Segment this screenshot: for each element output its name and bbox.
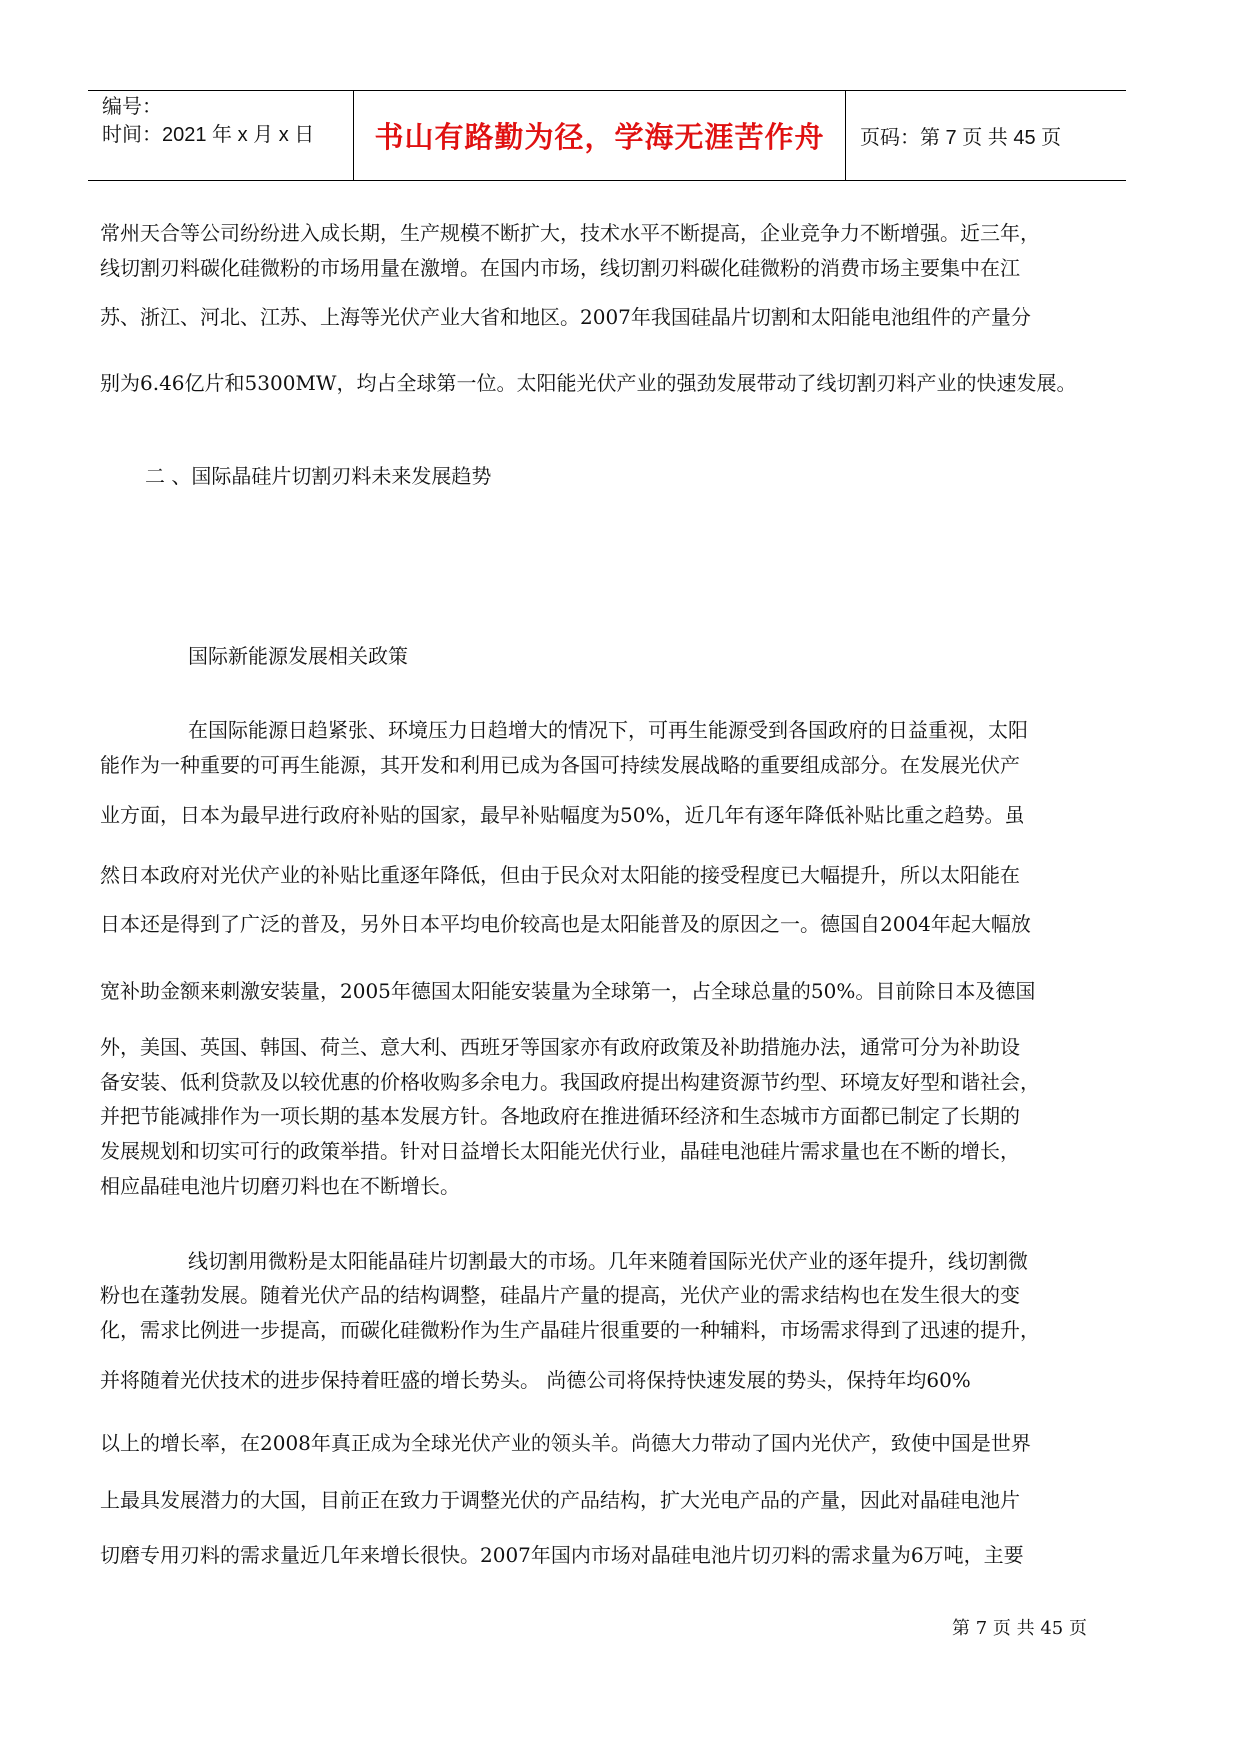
paragraph-line: 并将随着光伏技术的进步保持着旺盛的增长势头。 尚德公司将保持快速发展的势头，保持年均60% bbox=[100, 1368, 971, 1392]
subsection-title: 国际新能源发展相关政策 bbox=[188, 644, 408, 668]
paragraph-line: 相应晶硅电池片切磨刃料也在不断增长。 bbox=[100, 1174, 460, 1198]
paragraph-line: 并把节能减排作为一项长期的基本发展方针。各地政府在推进循环经济和生态城市方面都已制定了长期的 bbox=[100, 1104, 1020, 1128]
page-footer: 第 7 页 共 45 页 bbox=[952, 1618, 1087, 1639]
paragraph-line: 在国际能源日趋紧张、环境压力日趋增大的情况下，可再生能源受到各国政府的日益重视，太阳 bbox=[188, 718, 1028, 742]
paragraph-line: 切磨专用刃料的需求量近几年来增长很快。2007年国内市场对晶硅电池片切刃料的需求量为6万吨，主要 bbox=[100, 1543, 1024, 1567]
paragraph-line: 备安装、低利贷款及以较优惠的价格收购多余电力。我国政府提出构建资源节约型、环境友好型和谐社会， bbox=[100, 1070, 1040, 1094]
paragraph-line: 化，需求比例进一步提高，而碳化硅微粉作为生产晶硅片很重要的一种辅料，市场需求得到了迅速的提升， bbox=[100, 1318, 1040, 1342]
paragraph-line: 以上的增长率，在2008年真正成为全球光伏产业的领头羊。尚德大力带动了国内光伏产，致使中国是世界 bbox=[100, 1431, 1031, 1455]
paragraph-line: 宽补助金额来刺激安装量，2005年德国太阳能安装量为全球第一，占全球总量的50%。目前除日本及德国 bbox=[100, 979, 1036, 1003]
header-number-label: 编号： bbox=[102, 96, 162, 118]
paragraph-line: 发展规划和切实可行的政策举措。针对日益增长太阳能光伏行业，晶硅电池硅片需求量也在不断的增长， bbox=[100, 1139, 1020, 1163]
paragraph-line: 业方面，日本为最早进行政府补贴的国家，最早补贴幅度为50%，近几年有逐年降低补贴比重之趋势。虽 bbox=[100, 803, 1025, 827]
paragraph-line: 常州天合等公司纷纷进入成长期，生产规模不断扩大，技术水平不断提高，企业竞争力不断增强。近三年， bbox=[100, 221, 1040, 245]
header-page-info: 页码：第 7 页 共 45 页 bbox=[860, 127, 1062, 149]
paragraph-line: 别为6.46亿片和5300MW，均占全球第一位。太阳能光伏产业的强劲发展带动了线切割刃料产业的快速发展。 bbox=[100, 371, 1077, 395]
page-header bbox=[88, 90, 1126, 181]
paragraph-line: 上最具发展潜力的大国，目前正在致力于调整光伏的产品结构，扩大光电产品的产量，因此对晶硅电池片 bbox=[100, 1488, 1020, 1512]
paragraph-line: 能作为一种重要的可再生能源，其开发和利用已成为各国可持续发展战略的重要组成部分。在发展光伏产 bbox=[100, 753, 1020, 777]
paragraph-line: 线切割刃料碳化硅微粉的市场用量在激增。在国内市场，线切割刃料碳化硅微粉的消费市场主要集中在江 bbox=[100, 256, 1020, 280]
paragraph-line: 线切割用微粉是太阳能晶硅片切割最大的市场。几年来随着国际光伏产业的逐年提升，线切割微 bbox=[188, 1249, 1028, 1273]
paragraph-line: 苏、浙江、河北、江苏、上海等光伏产业大省和地区。2007年我国硅晶片切割和太阳能电池组件的产量分 bbox=[100, 305, 1031, 329]
header-meta bbox=[88, 91, 354, 180]
header-time-label: 时间：2021 年 x 月 x 日 bbox=[102, 124, 315, 146]
section-title: 二 、国际晶硅片切割刃料未来发展趋势 bbox=[145, 464, 492, 488]
paragraph-line: 粉也在蓬勃发展。随着光伏产品的结构调整，硅晶片产量的提高，光伏产业的需求结构也在发生很大的变 bbox=[100, 1283, 1020, 1307]
paragraph-line: 日本还是得到了广泛的普及，另外日本平均电价较高也是太阳能普及的原因之一。德国自2004年起大幅放 bbox=[100, 912, 1031, 936]
paragraph-line: 外，美国、英国、韩国、荷兰、意大利、西班牙等国家亦有政府政策及补助措施办法，通常可分为补助设 bbox=[100, 1035, 1020, 1059]
header-motto: 书山有路勤为径，学海无涯苦作舟 bbox=[354, 91, 846, 180]
paragraph-line: 然日本政府对光伏产业的补贴比重逐年降低，但由于民众对太阳能的接受程度已大幅提升，所以太阳能在 bbox=[100, 863, 1020, 887]
